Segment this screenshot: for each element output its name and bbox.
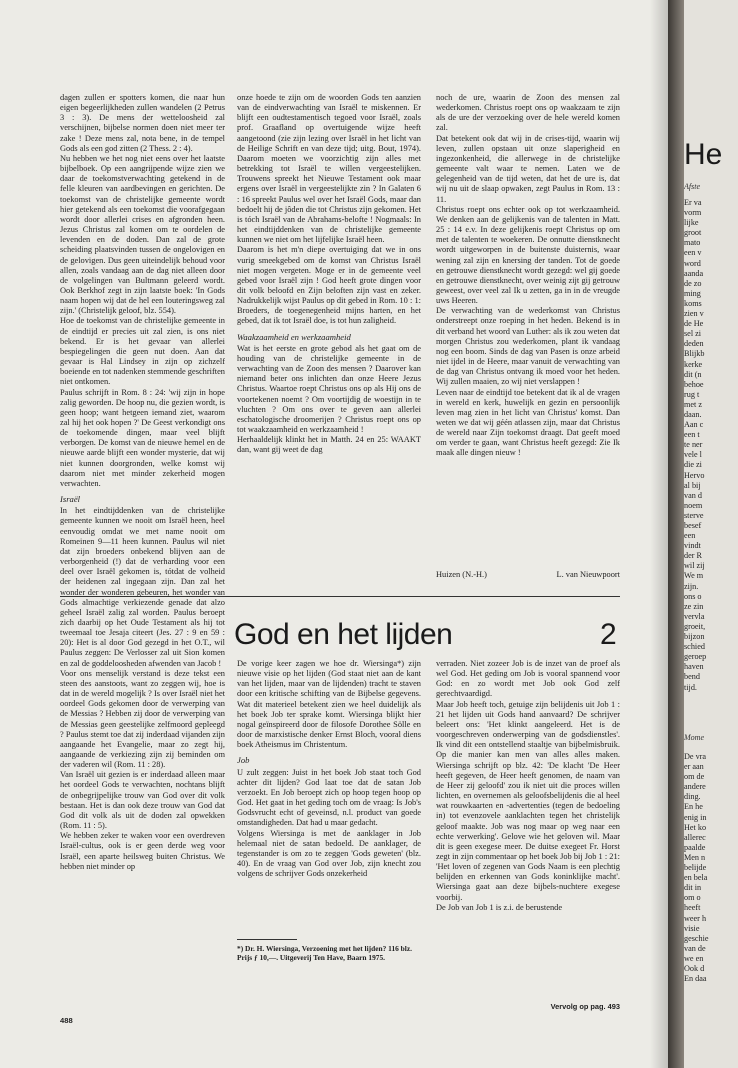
paragraph: Paulus schrijft in Rom. 8 : 24: 'wij zijn in hope zalig geworden. De hoop nu, die gezien wordt, is geen hoop; want hetgeen iemand ziet, waarom zal hij het ook hopen ?' De Geest verkondigt ons de toekomende dingen, maar veel blijft verborgen. De komst van de nieuwe hemel en de nieuwe aarde blijft een wonder mysterie, dat wij niet kunnen doorgronden, welke komst wij daarom niet met minder zekerheid mogen verwachten. <box>60 387 225 488</box>
paragraph: U zult zeggen: Juist in het boek Job staat toch God achter dit lijden? God laat toe dat de satan Job verzoekt. En Job beroept zich op hoop tegen hoop op God. Het gaat in het geding toch om de vraag: Is Job's Godsvrucht echt of geveinsd, n.l. product van goede omstandigheden. Dat had u maar gedacht. <box>237 767 421 828</box>
column-2-paragraphs-b <box>237 344 421 456</box>
subhead-israel: Israël <box>60 494 81 505</box>
text-line-fragment: dit in <box>684 883 702 893</box>
page-number: 488 <box>60 1016 73 1025</box>
column-1 <box>60 93 225 1001</box>
paragraph: Daarom is het m'n diepe overtuiging dat we in ons vurig smeekgebed om de komst van Christus Israël niet mogen vergeten. Moge er in de gemeente veel gebed voor Israël zijn ! God heeft grote dingen voor dit volk beloofd en Zijn beloften zijn vast en zeker. Nadrukkelijk wijst Paulus op dit gebed in Rom. 10 : 1: Broeders, de toegenegenheid mijns harten, en het gebed, dat ik tot Israël doe, is tot hun zaligheid. <box>237 245 421 326</box>
text-line-fragment: om de <box>684 772 705 782</box>
text-line-fragment: aanda <box>684 268 704 278</box>
facing-page-fragment <box>684 0 738 1068</box>
text-line-fragment: vorm <box>684 208 702 218</box>
article-2-title: God en het lijden <box>234 618 453 651</box>
text-line-fragment: kerke <box>684 359 703 369</box>
paragraph: In het eindtijddenken van de christelijke gemeente kunnen we nooit om Israël heen, heel eenvoudig omdat we met name nooit om Romeinen 9—11 heen kunnen. Paulus wil niet dat zijn broeders onbekend blijven aan de verborgenheid (!) dat de verharding voor een deel over Israël gekomen is, tótdat de volheid der heidenen zal ingegaan zijn. Dan zal het wonder der wonderen gebeuren, het wonder van Gods almachtige verkiezende genade dat alzo geheel Israël zalig zal worden. Paulus beroept zich daarbij op het Oude Testament als hij tot tweemaal toe Jesaja citeert (Jes. 27 : 9 en 59 : 20): Het is al door God gezegd in het O.T., wil Paulus zeggen: De Verlosser zal uit Sion komen en zal de goddeloosheden afwenden van Jacob ! <box>60 506 225 668</box>
text-line-fragment: daan. <box>684 409 702 419</box>
text-line-fragment: al bij <box>684 480 701 490</box>
text-line-fragment: enig in <box>684 812 707 822</box>
text-line-fragment: die zi <box>684 460 702 470</box>
text-line-fragment: besef <box>684 521 702 530</box>
text-line-fragment: zijn. <box>684 581 699 591</box>
footnote-rule <box>237 939 297 940</box>
text-line-fragment: een v <box>684 248 702 258</box>
paragraph: Wat is het eerste en grote gebod als het gaat om de houding van de christelijke gemeente in de verwachting van de Zoon des mensen ? Daarover kan niemand beter ons inlichten dan onze Heere Jezus Christus. Waartoe roept Christus ons op als Hij ons de voortekenen noemt ? Om voortijdig de woestijn in te vluchten ? Om ons over te geven aan allerlei eschatologische droomerijen ? Christus roept ons op tot waakzaamheid en werkzaamheid ! <box>237 343 421 434</box>
text-line-fragment: zien v <box>684 309 704 319</box>
text-line-fragment: Er va <box>684 198 702 207</box>
text-line-fragment: tijd. <box>684 682 697 692</box>
text-line-fragment: sterve <box>684 510 704 520</box>
paragraph: dagen zullen er spotters komen, die naar hun eigen begeerlijkheden zullen wandelen (2 Petrus 3 : 3). De mens der wetteloosheid zal verschijnen, bijbelse normen doen niet meer ter zake ! Deze mens zal, nota bene, in de tempel Gods als een god zitten (2 Thess. 2 : 4). <box>60 93 225 153</box>
paragraph: noch de ure, waarin de Zoon des mensen zal wederkomen. Christus roept ons op waakzaam te zijn als de ure der verzoeking over de hele wereld komen zal. <box>436 93 620 133</box>
text-line-fragment: een t <box>684 430 700 440</box>
facing-body-fragment <box>684 198 738 693</box>
text-line-fragment: een <box>684 531 696 541</box>
text-line-fragment: vervla <box>684 611 705 621</box>
text-line-fragment: word <box>684 258 701 268</box>
paragraph: Van Israël uit gezien is er inderdaad alleen maar het oordeel Gods te verwachten, nochtans blijft de onbegrijpelijke trouw van God over dit volk bestaan. Het is dan ook deze trouw van God dat God dit volk als uit de doden zal opwekken (Rom. 11 : 5). <box>60 770 225 831</box>
paragraph: Nu hebben we het nog niet eens over het laatste bijbelboek. Op een aangrijpende wijze zien we daar de toekomstverwachting getekend in de felle kleuren van aardbevingen en gerichten. De toekomst van de christelijke gemeente wordt hier getekend als een toekomst die voorafgegaan wordt door allerlei crises en afgronden heen. Jezus Christus zal komen om te oordelen de levenden en de doden. Dan zal de grote scheiding plaatsvinden tussen de ongelovigen en de gelovigen. Dus geen uiteindelijk behoud voor allen, zoals vandaag aan de dag niet alleen door de volgelingen van Bultmann geleerd wordt. Ook Berkhof zegt in zijn laatste boek: 'In Gods naam hopen wij dat de hel een louteringsweg zal zijn.' (Christelijk geloof, blz. 554). <box>60 153 225 316</box>
text-line-fragment: ding. <box>684 792 701 802</box>
text-line-fragment: ze zin <box>684 601 704 611</box>
paragraph: We hebben zeker te waken voor een overdreven Israël-cultus, ook is er geen derde weg voor Israël, een aparte heilsweg buiten Christus. We hebben niet minder op <box>60 831 225 871</box>
text-line-fragment: Aan c <box>684 420 704 430</box>
signoff-place: Huizen (N.-H.) <box>436 570 487 579</box>
text-line-fragment: andere <box>684 782 706 792</box>
column-1-paragraphs-b <box>60 506 225 872</box>
paragraph: Volgens Wiersinga is met de aanklager in Job helemaal niet de satan bedoeld. De aanklager, de tegenstander is om zo te zeggen 'Gods geweten' (blz. 40). En de vraag van God over Job, zijn knecht zou volgens de schrijver Gods onzekerheid <box>237 828 421 879</box>
paragraph: Herhaaldelijk klinkt het in Matth. 24 en 25: WAAKT dan, want gij weet de dag <box>237 435 421 455</box>
subhead-waakzaamheid: Waakzaamheid en werkzaamheid <box>237 331 351 342</box>
text-line-fragment: dit (n <box>684 369 702 379</box>
column-5-paragraphs <box>436 659 620 913</box>
text-line-fragment: visie <box>684 923 700 933</box>
signoff <box>436 570 620 579</box>
text-line-fragment: rug t <box>684 389 700 399</box>
text-line-fragment: Men n <box>684 852 706 862</box>
text-line-fragment: weer h <box>684 913 707 923</box>
facing-title-fragment: He <box>684 138 723 171</box>
binding-gutter <box>668 0 684 1068</box>
text-line-fragment: met z <box>684 399 702 409</box>
text-line-fragment: noem <box>684 500 703 510</box>
column-1-paragraphs <box>60 93 225 489</box>
text-line-fragment: lijke <box>684 218 699 228</box>
column-2 <box>237 93 421 583</box>
column-4-paragraphs-b <box>237 768 421 880</box>
text-line-fragment: groot <box>684 228 702 238</box>
text-line-fragment: deden <box>684 339 704 349</box>
text-line-fragment: we en <box>684 953 704 963</box>
paragraph: Hoe de toekomst van de christelijke gemeente in de eindtijd er precies uit zal zien, is ons niet bekend. Er is het gevaar van allerlei bespiegelingen die geen nut doen. Aan dat gevaar is Hal Lindsey in zijn op zichzelf boeiende en tot nadenken stemmende geschriften niet ontkomen. <box>60 316 225 387</box>
text-line-fragment: geroep <box>684 652 707 662</box>
text-line-fragment: Ook d <box>684 963 705 973</box>
facing-subhead-fragment: Mome <box>684 733 704 742</box>
text-line-fragment: sel zi <box>684 329 702 339</box>
footnote: *) Dr. H. Wiersinga, Verzoening met het lijden? 116 blz. Prijs ƒ 10,—. Uitgeverij Ten Have, Baarn 1975. <box>237 944 412 962</box>
continued-on-page: Vervolg op pag. 493 <box>550 1002 620 1011</box>
text-line-fragment: En he <box>684 802 703 812</box>
text-line-fragment: geschie <box>684 933 709 943</box>
paragraph: Leven naar de eindtijd toe betekent dat ik al de vragen in wereld en kerk, huwelijk en gezin en persoonlijk leven mag zien in het licht van Christus' komst. Dan weten we dat wij géén atlassen zijn, maar dat Christus de wereld naar Zijn toekomst draagt. Dat geeft moed om verder te gaan, want Christus heeft gezegd: Zie Ik maak alle dingen nieuw ! <box>436 387 620 458</box>
text-line-fragment: heeft <box>684 903 701 913</box>
paragraph: De verwachting van de wederkomst van Christus onderstreept onze roeping in het heden. Bekend is in dit verband het woord van Luther: als ik zou weten dat morgen Christus zou wederkomen, plant ik vandaag nog een boom. Sinds de dag van Pasen is onze arbeid niet ijdel in de Heere, maar vanuit de verwachting van de dag van Christus ontvang ik moed voor het heden. Wij zullen maaien, zo wij niet verslappen ! <box>436 306 620 387</box>
text-line-fragment: We m <box>684 571 704 581</box>
text-line-fragment: de zo <box>684 278 702 288</box>
text-line-fragment: en bela <box>684 873 708 883</box>
text-line-fragment: bend <box>684 672 700 682</box>
text-line-fragment: groeit, <box>684 621 706 631</box>
text-line-fragment: schied <box>684 642 705 652</box>
text-line-fragment: allerec <box>684 832 706 842</box>
signoff-author: L. van Nieuwpoort <box>556 570 620 579</box>
paragraph: Voor ons menselijk verstand is deze tekst een steen des aanstoots, want zo zeggen wij, hoe is dat in de wereld mogelijk ? Is over Israël niet het oordeel Gods gekomen door de verwerping van de Messias ? Hebben zij door de verwerping van de Messias geen geestelijke zelfmoord gepleegd ? Paulus stemt toe dat zij inderdaad vijanden zijn aangaande het Evangelie, maar zo zegt hij, aangaande de verkiezing zijn zij beminden om der vaderen wil (Rom. 11 : 28). <box>60 668 225 770</box>
column-3 <box>436 93 620 568</box>
text-line-fragment: Hervo <box>684 470 705 480</box>
paragraph: Christus roept ons echter ook op tot werkzaamheid. We denken aan de gelijkenis van de talenten in Matt. 25 : 14 e.v. In deze gelijkenis roept Christus op om met de talenten te woekeren. De onnutte dienstknecht wordt uitgeworpen in de buitenste duisternis, waar wening zal zijn en knersing der tanden. Tot de goede en getrouwe dienstknecht wordt gezegd: wel gij goede en getrouwe dienstknecht, over weinig zijt gij getrouw geweest, over veel zal Ik u zetten, ga in in de vreugde uws Heeren. <box>436 204 620 306</box>
text-line-fragment: En daa <box>684 974 707 984</box>
text-line-fragment: wil zij <box>684 561 705 571</box>
text-line-fragment: te ner <box>684 440 703 450</box>
text-line-fragment: der R <box>684 551 702 561</box>
text-line-fragment: paalde <box>684 842 706 852</box>
text-line-fragment: koms <box>684 298 702 308</box>
facing-body-fragment-b <box>684 752 738 984</box>
column-2-paragraphs <box>237 93 421 327</box>
facing-subtitle-fragment: Afste <box>684 182 700 191</box>
text-line-fragment: ons o <box>684 591 702 601</box>
text-line-fragment: van d <box>684 490 702 500</box>
paragraph: onze hoede te zijn om de woorden Gods ten aanzien van de eindverwachting van Israël te miskennen. Er blijft een oudtestamentisch tegoed voor Israël, zoals prof. Graafland op overtuigende wijze heeft aangetoond (zie zijn lezing over Israël in het licht van de Heilige Schrift en van deze tijd; uitg. Bout, 1974). Daarom moeten we voorzichtig zijn alles met betrekking tot Israël te willen vergeestelijken. Trouwens spreekt het Nieuwe Testament ook maar ergens over Israël in vergeestelijkte zin ? In Galaten 6 : 16 spreekt Paulus wel over het Israël Gods, maar dan bedoelt hij de jôden die tot Christus zijn gekomen. Het is tóch Israël van de Abrahams-belofte ! Nogmaals: In het eindtijddenken van de christelijke gemeente kunnen we niet om het lijfelijke Israël heen. <box>237 93 421 245</box>
text-line-fragment: mato <box>684 238 701 248</box>
paragraph: Dat betekent ook dat wij in de crises-tijd, waarin wij leven, zullen opstaan uit onze slaperigheid en ingezonkenheid, die allerwege in de christelijke gemeente valt waar te nemen. Laten we de gelegenheid van de tijd weten, dat het de ure is, dat wij nu uit de slaap opwaken, zegt Paulus in Rom. 13 : 11. <box>436 133 620 204</box>
column-5 <box>436 659 620 996</box>
text-line-fragment: Het ko <box>684 822 707 832</box>
paragraph: De vorige keer zagen we hoe dr. Wiersinga*) zijn nieuwe visie op het lijden (God staat niet aan de kant van het lijden, maar van de lijdenden) tracht te staven door een kritische schifting van de Bijbelse gegevens. Wat dit materieel betekent zien we heel duidelijk als het boek Job ter sprake komt. Wiersinga blijkt hier nogal geïnspireerd door de filosofe Dorothee Sölle en door de marxistische denker Ernst Bloch, vooral diens boek Atheismus im Christentum. <box>237 659 421 750</box>
column-3-paragraphs <box>436 93 620 459</box>
text-line-fragment: vindt <box>684 541 701 551</box>
text-line-fragment: De vra <box>684 752 707 761</box>
text-line-fragment: behoe <box>684 379 704 389</box>
text-line-fragment: Blijkb <box>684 349 705 359</box>
paragraph: De Job van Job 1 is z.i. de berustende <box>436 902 563 912</box>
text-line-fragment: belijde <box>684 863 707 873</box>
text-line-fragment: er aan <box>684 762 704 772</box>
article-divider <box>60 596 620 597</box>
text-line-fragment: om o <box>684 893 701 903</box>
column-4-paragraphs <box>237 659 421 750</box>
paragraph: verraden. Niet zozeer Job is de inzet van de proef als wel God. Het geding om Job is vooral spannend voor God: en zo wordt met Job ook God zelf gerechtvaardigd. <box>436 659 620 699</box>
text-line-fragment: haven <box>684 662 704 672</box>
subhead-job: Job <box>237 755 250 766</box>
paragraph: Maar Job heeft toch, getuige zijn belijdenis uit Job 1 : 21 het lijden uit Gods hand aanvaard? De schrijver beleert ons: 'Het klinkt aangeleerd. Het is de voorgeschreven onderwerping van de godsdienstles'. Ik vind dit een ontstellend staaltje van bijbelmisbruik. Op die manier kan men van alles alles maken. Wiersinga schrijft op blz. 42: 'De klacht 'De Heer heeft gegeven, de Heer heeft genomen, de naam van de Heer zij geloofd' zou ik niet uit die proces willen lichten, en overnemen als geloofsbelijdenis die al heel wat rouwkaarten en -advertenties (tegen de bedoeling in) tot evenzovele aanklachten tegen het christelijk geloof maakte. Job was nog maar op weg naar een echte verwerking'. Gelove wie het geloven wil. Maar dit is geen exegese meer. De duitse exegeet Fr. Horst zegt in zijn commentaar op het boek Job bij Job 1 : 21: 'Het loven of zegenen van Gods Naam is een plechtig belijden en erkennen van Gods koninklijke macht'. Wiersinga gaat aan deze bijbels-nuchtere exegese voorbij. <box>436 699 620 902</box>
text-line-fragment: vele l <box>684 450 702 460</box>
text-line-fragment: bijzon <box>684 632 705 642</box>
text-line-fragment: van de <box>684 943 706 953</box>
article-2-part-number: 2 <box>600 618 617 651</box>
text-line-fragment: ming <box>684 288 701 298</box>
text-line-fragment: de He <box>684 319 704 329</box>
